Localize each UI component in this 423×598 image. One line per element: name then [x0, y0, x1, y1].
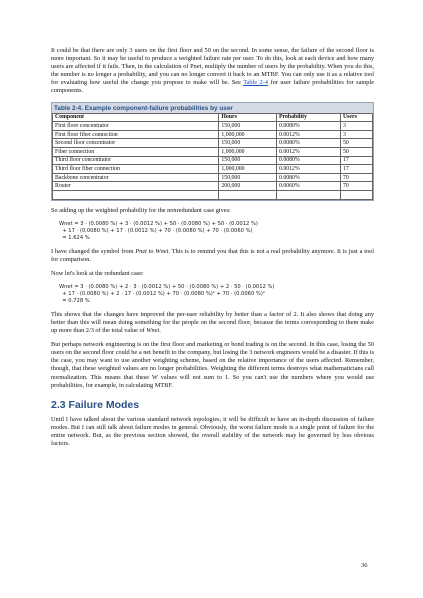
column-header: Hours	[219, 113, 277, 122]
formula-nonredundant: Wnet = 3 · (0.0080 %) + 3 · (0.0012 %) + 50 · (0.0080 %) + 50 · (0.0012 %) + 17 · (0.0080 %) + 17 · (0.0012 %) + 70 · (0.0080 %) + 70 · (0.0060 %) = 1.624 %	[59, 220, 258, 241]
column-header: Users	[340, 113, 372, 122]
table-cell: 150,000	[219, 139, 277, 148]
table-cell: 0.0012%	[276, 130, 340, 139]
table-cell: 0.0060%	[276, 182, 340, 191]
table-row	[53, 190, 373, 199]
paragraph-7: Until I have talked about the various standard network topologies, it will be difficult to have an in-depth discussion of failure modes. But I can still talk about failure modes in general. Obviously, the worst failure mode is a single point of failure for the entire network. But, as the previous section showed, the overall stability of the network may be governed by less obvious factors.	[51, 415, 374, 447]
table-cell: 150,000	[219, 173, 277, 182]
table-cell: 150,000	[219, 156, 277, 165]
table-cell: 1,000,000	[219, 165, 277, 174]
table-cell: 200,000	[219, 182, 277, 191]
table-cell: Router	[53, 182, 219, 191]
table-cell: 150,000	[219, 122, 277, 131]
paragraph-1: It could be that there are only 3 users on the first floor and 50 on the second. In some sense, the failure of the second floor is more important. So it may be useful to produce a weighted failure rate per user. To do this, look at each device and how many users are affected if it fails. Then, in the calculation of Pnet, multiply the number of users by the probability. When you do this, the number is no longer a probability, and you can no longer convert it back to an MTBF. You can only use it as a relative tool for evaluating how useful the change you propose to make will be. See Table 2-4 for user failure probabilities for sample components.	[51, 47, 374, 95]
table-cell: Fiber connection	[53, 147, 219, 156]
table-cell: 70	[340, 173, 372, 182]
table-row	[53, 147, 373, 156]
table-cell: 3	[340, 130, 372, 139]
page-number: 36	[361, 562, 368, 569]
table-cell	[53, 190, 219, 199]
failure-table	[51, 102, 374, 201]
table-row	[53, 165, 373, 174]
table-cell: 0.0080%	[276, 139, 340, 148]
table-row	[53, 122, 373, 131]
table-cell: 50	[340, 147, 372, 156]
table-row	[53, 156, 373, 165]
table-caption: Table 2-4. Example component-failure probabilities by user	[52, 103, 373, 113]
table-cell	[276, 190, 340, 199]
table-cell: 17	[340, 165, 372, 174]
failure-probability-table	[52, 113, 373, 200]
section-heading: 2.3 Failure Modes	[51, 398, 140, 411]
formula-redundant: Wnet = 3 · (0.0080 %) + 2 · 3 · (0.0012 %) + 50 · (0.0080 %) + 2 · 50 · (0.0012 %) + 17 · (0.0080 %) + 2 · 17 · (0.0012 %) + 70 · (0.0080 %)² + 70 · (0.0060 %)² = 0.728 %	[59, 283, 275, 304]
table-cell	[340, 190, 372, 199]
table-cell: 70	[340, 182, 372, 191]
table-cell: First floor concentrator	[53, 122, 219, 131]
table-cell	[219, 190, 277, 199]
table-cell: Third floor concentrator	[53, 156, 219, 165]
table-cell: 0.0012%	[276, 165, 340, 174]
table-cell: 3	[340, 122, 372, 131]
table-cell: 50	[340, 139, 372, 148]
page-content	[51, 47, 374, 448]
table-cell: 1,000,000	[219, 130, 277, 139]
table-2-4-link[interactable]: Table 2-4	[243, 79, 268, 87]
table-cell: 0.0080%	[276, 122, 340, 131]
table-cell: 17	[340, 156, 372, 165]
table-row	[53, 139, 373, 148]
table-cell: Backbone concentrator	[53, 173, 219, 182]
paragraph-4: Now let's look at the redundant case:	[51, 269, 144, 277]
column-header: Probability	[276, 113, 340, 122]
paragraph-3: I have changed the symbol from Pnet to Wnet. This is to remind you that this is not a real probability anymore. It is just a tool for comparison.	[51, 247, 375, 263]
table-row	[53, 173, 373, 182]
paragraph-6: But perhaps network engineering is on the first floor and marketing or bond trading is on the second. In this case, losing the 50 users on the second floor could be a net benefit to the company, but losing the 3 network engineers would be a disaster. If this is the case, you may want to use another weighting scheme, based on the relative importance of the users affected. Remember, though, that these weighted values are no longer probabilities. Weighting the different terms destroys what mathematicians call normalization. This means that these W values will not sum to 1. So you can't use the numbers where you would use probabilities, for example, in calculating MTBF.	[51, 341, 374, 389]
column-header: Component	[53, 113, 219, 122]
table-cell: 0.0080%	[276, 156, 340, 165]
table-header-row	[53, 113, 373, 122]
table-cell: 1,000,000	[219, 147, 277, 156]
paragraph-5: This shows that the changes have improved the per-user reliability by better than a factor of 2. It also shows that doing any better than this will mean doing something for the people on the second floor, because the terms corresponding to them make up more than 2/3 of the total value of Wnet.	[51, 310, 374, 335]
table-cell: 0.0080%	[276, 173, 340, 182]
table-cell: Third floor fiber connection	[53, 165, 219, 174]
table-cell: 0.0012%	[276, 147, 340, 156]
table-row	[53, 130, 373, 139]
paragraph-2: So adding up the weighted probability for the nonredundant case gives:	[51, 206, 231, 214]
table-cell: Second floor concentrator	[53, 139, 219, 148]
table-cell: First floor fiber connection	[53, 130, 219, 139]
table-row	[53, 182, 373, 191]
